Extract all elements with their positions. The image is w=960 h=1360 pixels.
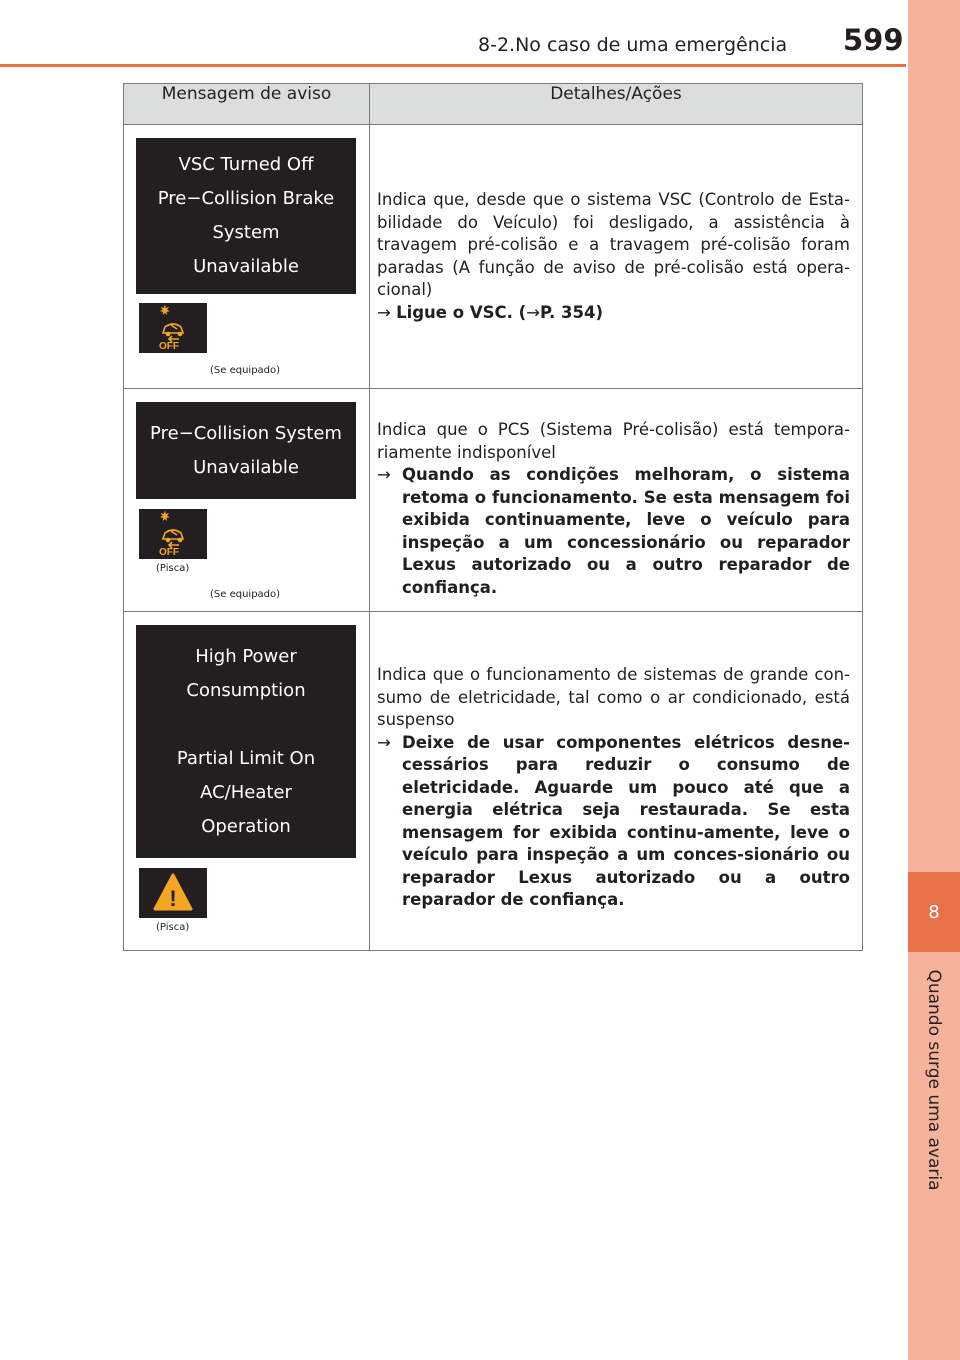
icon-off-text: OFF: [159, 547, 179, 558]
details-cell: [370, 612, 863, 951]
icon-off-text: OFF: [159, 341, 179, 352]
header-rule: [0, 64, 906, 67]
display-line: AC/Heater: [200, 781, 292, 803]
arrow-icon: →: [377, 465, 391, 484]
warning-message-table: [123, 83, 863, 951]
pcs-off-icon: [139, 509, 207, 559]
display-line: Pre−Collision System: [150, 422, 342, 444]
action-instruction: Ligue o VSC. (: [396, 302, 527, 322]
arrow-icon: →: [377, 732, 391, 752]
display-line: Unavailable: [193, 456, 299, 478]
warning-message-cell: [124, 612, 370, 951]
action-instruction: Quando as condições melhoram, o sistema retoma o funcionamento. Se esta mensagem foi exibida continuamente, leve o veículo para inspeção a um concessionário ou reparador Lexus autorizado ou a outro reparador de confiança.: [402, 465, 850, 597]
action-text: [377, 302, 850, 325]
blink-label: (Pisca): [156, 563, 190, 574]
display-message: [136, 625, 356, 858]
action-text: [377, 732, 850, 912]
chapter-number: 8: [928, 901, 940, 923]
warning-triangle-icon: [139, 868, 207, 918]
table-row: [124, 389, 863, 612]
display-message: [136, 402, 356, 499]
display-line: Pre−Collision Brake: [157, 188, 335, 209]
warning-exclamation: !: [169, 886, 177, 911]
details-cell: [370, 125, 863, 389]
warning-message-cell: [124, 125, 370, 389]
display-line: Partial Limit On: [176, 747, 316, 769]
arrow-icon: →: [526, 302, 540, 322]
display-line: Operation: [201, 815, 291, 837]
equipment-note: (Se equipado): [210, 365, 281, 376]
description-text: Indica que o PCS (Sistema Pré-colisão) está tempora-riamente indisponível: [377, 420, 850, 462]
table-row: [124, 125, 863, 389]
page-header: [0, 0, 906, 66]
description-text: Indica que, desde que o sistema VSC (Controlo de Esta-bilidade do Veículo) foi desligado, a assistência à travagem pré-colisão e a travagem pré-colisão foram paradas (A função de aviso de pré-colisão está opera-cional): [377, 190, 850, 299]
display-line: System: [212, 222, 280, 243]
warning-message-cell: [124, 389, 370, 612]
description-text: Indica que o funcionamento de sistemas de grande con-sumo de eletricidade, tal como o ar condicionado, está suspenso: [377, 665, 850, 729]
chapter-title: Quando surge uma avaria: [924, 969, 944, 1191]
equipment-note: (Se equipado): [210, 589, 281, 600]
column-header-details: Detalhes/Ações: [370, 84, 863, 125]
page-reference-link[interactable]: P. 354): [539, 302, 604, 322]
section-title: 8-2.No caso de uma emergência: [478, 34, 788, 56]
details-cell: [370, 389, 863, 612]
display-line: Consumption: [186, 679, 306, 701]
display-line: High Power: [195, 645, 297, 667]
blink-label: (Pisca): [156, 922, 190, 933]
display-message: [136, 138, 356, 294]
chapter-tab[interactable]: [908, 872, 960, 952]
arrow-icon: →: [377, 302, 391, 322]
display-line: VSC Turned Off: [178, 154, 314, 175]
action-text: [377, 464, 850, 599]
table-row: [124, 612, 863, 951]
pcs-off-icon: [139, 303, 207, 353]
page-number: 599: [843, 23, 904, 57]
display-line: Unavailable: [193, 256, 299, 277]
column-header-message: Mensagem de aviso: [124, 84, 370, 125]
table-header-row: [124, 84, 863, 125]
action-instruction: Deixe de usar componentes elétricos desne-cessários para reduzir o consumo de eletricidade. Aguarde um pouco até que a energia elétrica seja restaurada. Se esta mensagem for exibida continu-amente, leve o veículo para inspeção a um conces-sionário ou reparador Lexus autorizado ou a outro reparador de confiança.: [402, 732, 850, 909]
